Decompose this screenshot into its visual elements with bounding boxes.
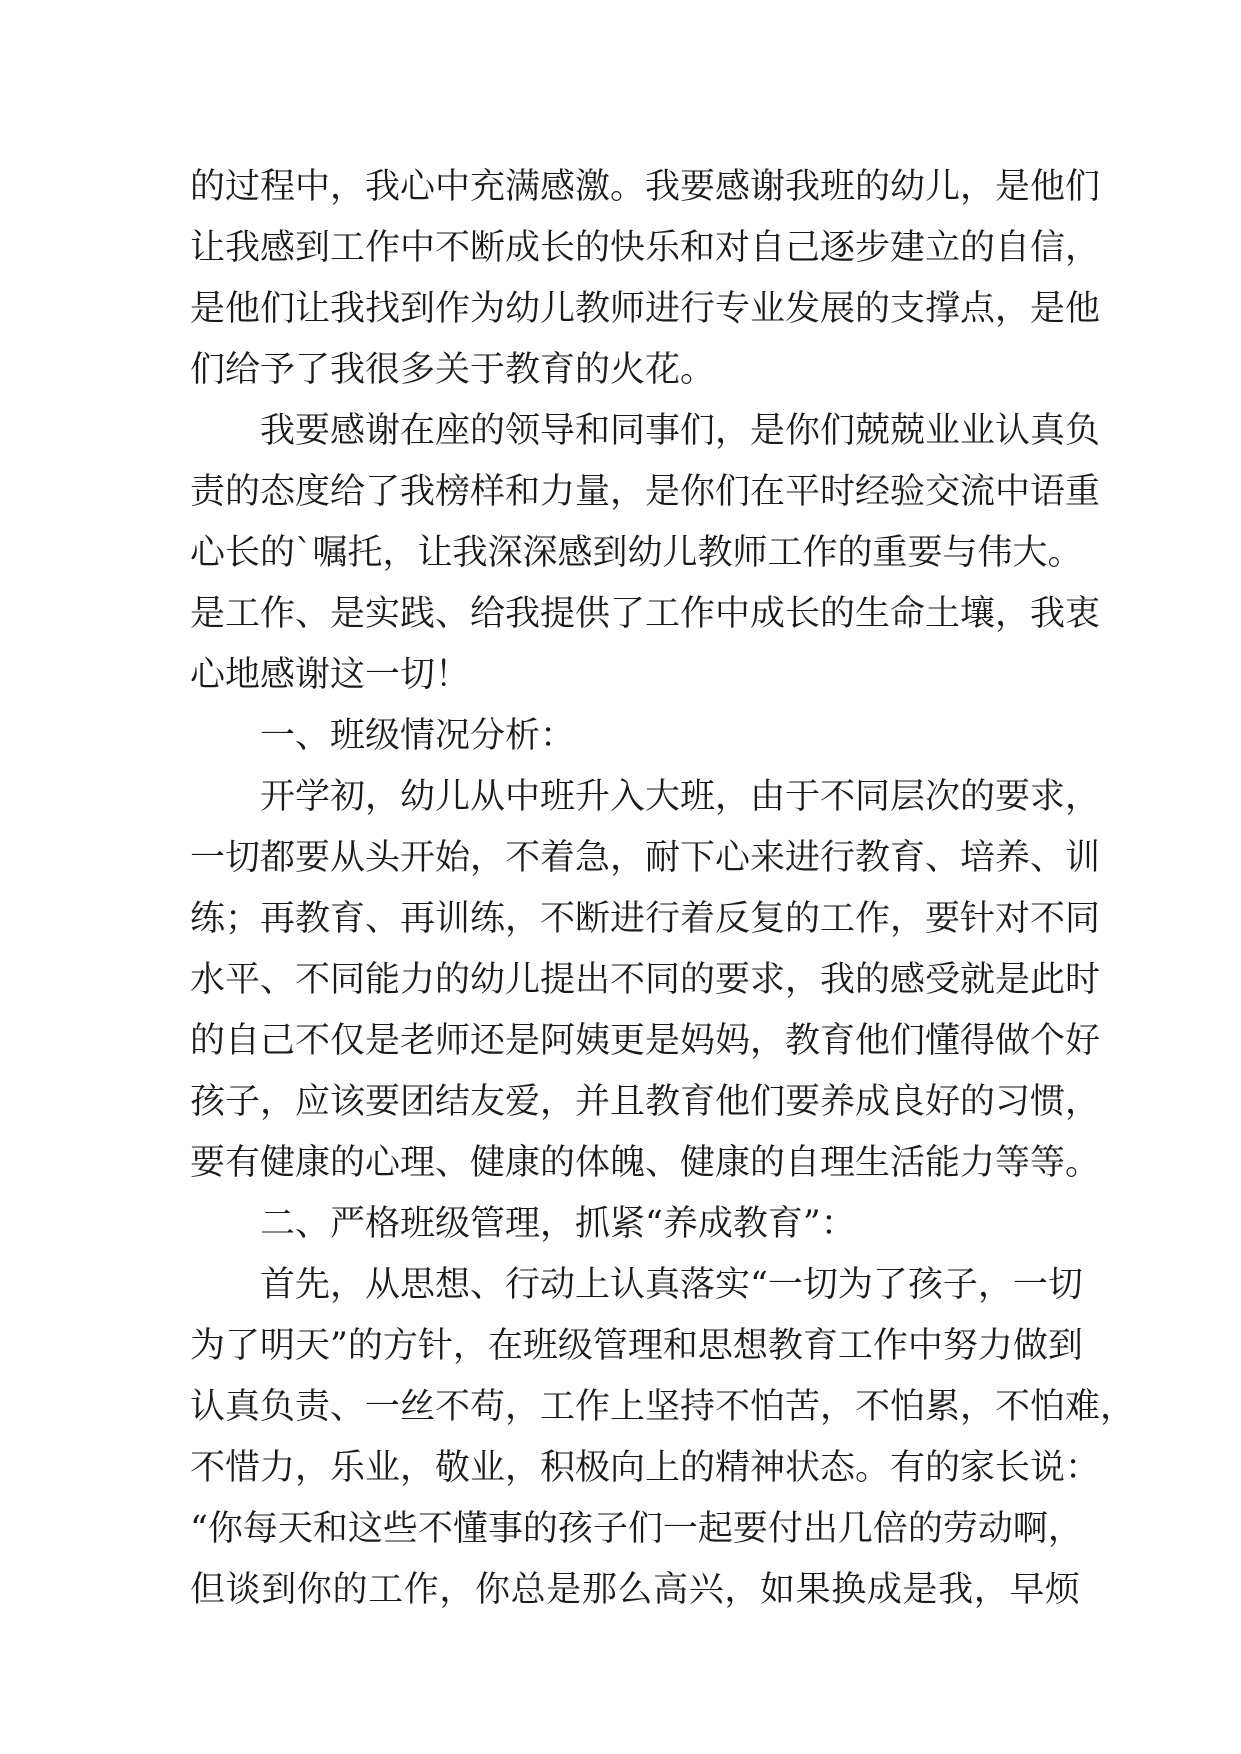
text-line: 但谈到你的工作，你总是那么高兴，如果换成是我，早烦	[190, 1570, 1080, 1610]
text-line: 水平、不同能力的幼儿提出不同的要求，我的感受就是此时	[190, 960, 1101, 1000]
text-line: 首先，从思想、行动上认真落实“一切为了孩子，一切	[260, 1265, 1083, 1305]
text-line: 的过程中，我心中充满感激。我要感谢我班的幼儿，是他们	[190, 167, 1101, 207]
text-line: 是他们让我找到作为幼儿教师进行专业发展的支撑点，是他	[190, 289, 1101, 329]
text-line: 一、班级情况分析：	[260, 716, 576, 756]
text-line: 的自己不仅是老师还是阿姨更是妈妈，教育他们懂得做个好	[190, 1021, 1101, 1061]
text-line: 为了明天”的方针，在班级管理和思想教育工作中努力做到	[190, 1326, 1083, 1366]
text-line: 一切都要从头开始，不着急，耐下心来进行教育、培养、训	[190, 838, 1101, 878]
text-line: 不惜力，乐业，敬业，积极向上的精神状态。有的家长说：	[190, 1448, 1101, 1488]
text-line: 们给予了我很多关于教育的火花。	[190, 350, 716, 390]
text-line: 心长的`嘱托，让我深深感到幼儿教师工作的重要与伟大。	[190, 533, 1083, 573]
text-line: “你每天和这些不懂事的孩子们一起要付出几倍的劳动啊，	[190, 1509, 1083, 1549]
text-line: 是工作、是实践、给我提供了工作中成长的生命土壤，我衷	[190, 594, 1101, 634]
text-line: 认真负责、一丝不苟，工作上坚持不怕苦，不怕累，不怕难，	[190, 1387, 1136, 1427]
text-line: 责的态度给了我榜样和力量，是你们在平时经验交流中语重	[190, 472, 1101, 512]
text-line: 我要感谢在座的领导和同事们，是你们兢兢业业认真负	[260, 411, 1101, 451]
document-body	[190, 157, 1136, 1621]
text-line: 要有健康的心理、健康的体魄、健康的自理生活能力等等。	[190, 1143, 1101, 1183]
text-line: 开学初，幼儿从中班升入大班，由于不同层次的要求，	[260, 777, 1101, 817]
text-line: 心地感谢这一切！	[190, 655, 471, 695]
text-line: 孩子，应该要团结友爱，并且教育他们要养成良好的习惯，	[190, 1082, 1101, 1122]
text-line: 练；再教育、再训练，不断进行着反复的工作，要针对不同	[190, 899, 1101, 939]
text-line: 二、严格班级管理，抓紧“养成教育”：	[260, 1204, 856, 1244]
text-line: 让我感到工作中不断成长的快乐和对自己逐步建立的自信，	[190, 228, 1101, 268]
